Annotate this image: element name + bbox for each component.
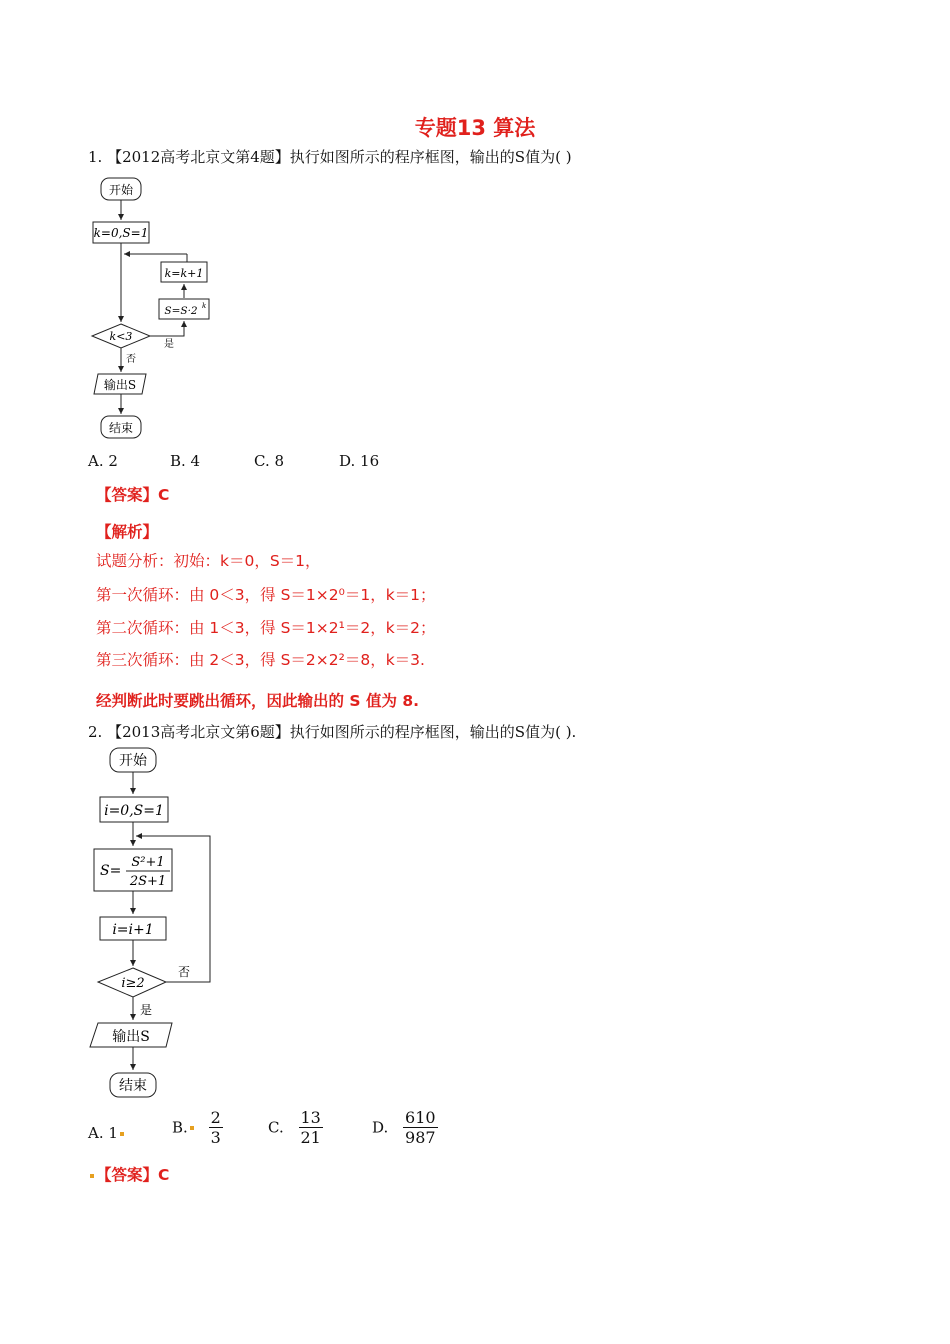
fc1-end-label: 结束 <box>108 421 134 435</box>
q2-answer-label: 【答案】C <box>96 1166 170 1184</box>
flowchart-1 <box>86 174 226 444</box>
q2-option-c-label: C. <box>268 1118 284 1137</box>
fc2-s-numerator: S²+1 <box>131 855 165 870</box>
fc2-output-label: 输出S <box>112 1029 150 1045</box>
fc1-update-s-exp: k <box>202 302 207 310</box>
q2-option-b <box>172 1108 223 1147</box>
mark-dot <box>90 1174 94 1178</box>
q1-analysis-line-3: 第二次循环：由 1＜3，得 S＝1×2¹＝2，k＝2； <box>96 619 436 637</box>
page-title: 专题13 算法 <box>414 116 536 140</box>
q1-analysis-line-5: 经判断此时要跳出循环，因此输出的 S 值为 8. <box>96 692 420 710</box>
fc2-end-label: 结束 <box>119 1078 147 1094</box>
q2-option-c <box>268 1108 323 1147</box>
fc1-start-label: 开始 <box>108 183 134 197</box>
q1-option-a: A. 2 <box>88 452 118 470</box>
fc1-condition-label: k<3 <box>109 330 133 343</box>
flowchart-2 <box>86 744 226 1100</box>
fc2-start-label: 开始 <box>119 753 147 769</box>
q2-option-c-fraction <box>299 1108 323 1147</box>
q1-analysis-line-1: 试题分析：初始：k＝0，S＝1， <box>96 552 321 570</box>
q2-option-a-label: A. 1 <box>88 1124 118 1142</box>
fc2-yes-label: 是 <box>140 1003 153 1017</box>
q1-analysis-label: 【解析】 <box>96 523 159 541</box>
q1-answer: 【答案】C <box>96 486 170 504</box>
fc2-init-label: i=0,S=1 <box>104 803 164 819</box>
q2-option-c-denominator: 21 <box>300 1128 321 1147</box>
q1-option-b: B. 4 <box>170 452 201 470</box>
fc1-update-s-label: S=S·2 <box>164 305 198 317</box>
fc2-s-label: S= <box>100 863 122 879</box>
q2-option-c-numerator: 13 <box>300 1108 321 1127</box>
fc1-output-label: 输出S <box>103 378 137 392</box>
mark-dot <box>190 1126 194 1130</box>
q2-option-b-label: B. <box>172 1118 188 1137</box>
q2-option-d-fraction <box>403 1108 438 1147</box>
mark-dot <box>120 1132 124 1136</box>
fc1-update-k-label: k=k+1 <box>164 267 204 280</box>
q2-option-d-numerator: 610 <box>405 1108 436 1127</box>
fc1-no-label: 否 <box>126 354 136 365</box>
q2-option-d <box>372 1108 438 1147</box>
q2-option-b-numerator: 2 <box>210 1108 221 1127</box>
q2-option-d-label: D. <box>372 1118 389 1137</box>
fc2-s-denominator: 2S+1 <box>129 874 167 889</box>
question-1-stem: 1. 【2012高考北京文第4题】执行如图所示的程序框图，输出的S值为( ) <box>88 148 572 166</box>
fc1-init-label: k=0,S=1 <box>93 226 149 240</box>
fc2-condition-label: i≥2 <box>121 976 145 991</box>
fc2-no-label: 否 <box>178 965 191 979</box>
question-2-stem: 2. 【2013高考北京文第6题】执行如图所示的程序框图，输出的S值为( ). <box>88 723 577 741</box>
fc1-yes-label: 是 <box>164 339 174 350</box>
q2-option-b-fraction <box>209 1108 223 1147</box>
fc2-update-i-label: i=i+1 <box>112 922 154 938</box>
q2-option-b-denominator: 3 <box>210 1128 221 1147</box>
q1-analysis-line-2: 第一次循环：由 0＜3，得 S＝1×2⁰＝1，k＝1； <box>96 586 436 604</box>
q1-option-c: C. 8 <box>254 452 285 470</box>
q2-option-a <box>88 1124 126 1142</box>
q2-answer <box>88 1163 169 1185</box>
q1-analysis-line-4: 第三次循环：由 2＜3，得 S＝2×2²＝8，k＝3. <box>96 651 425 669</box>
q1-option-d: D. 16 <box>339 452 380 470</box>
q2-option-d-denominator: 987 <box>405 1128 436 1147</box>
